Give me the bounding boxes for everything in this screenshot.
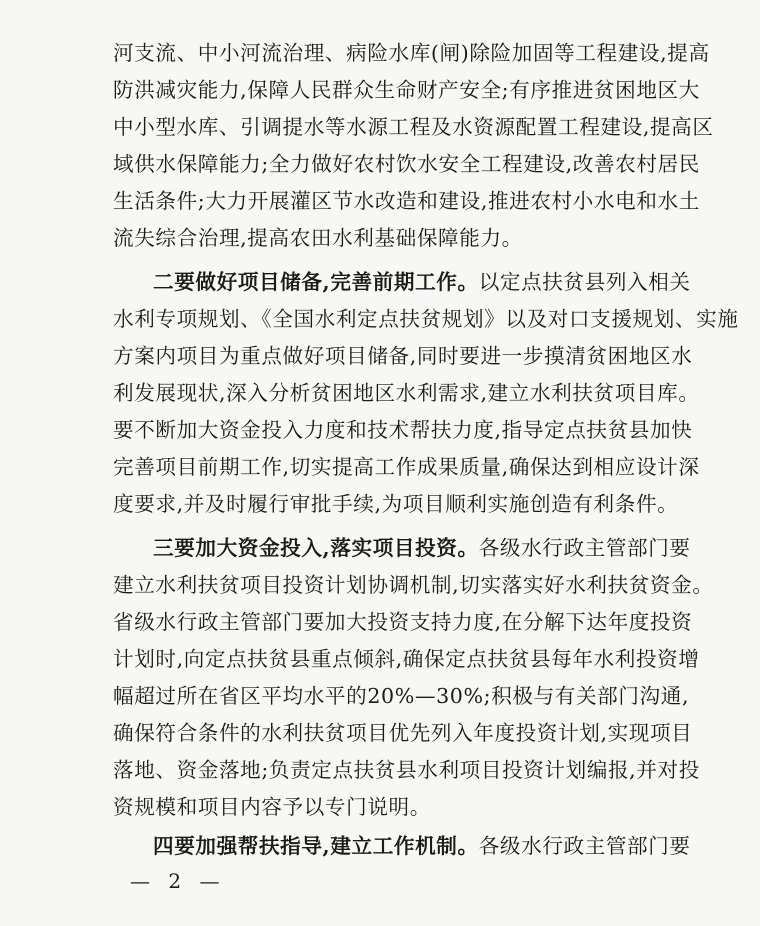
text-line: 建立水利扶贫项目投资计划协调机制,切实落实好水利扶贫资金。	[113, 573, 714, 597]
paragraph-3-lead-line: 三要加大资金投入,落实项目投资。各级水行政主管部门要	[153, 536, 691, 560]
text-line: 要不断加大资金投入力度和技术帮扶力度,指导定点扶贫县加快	[113, 418, 693, 442]
text-line: 域供水保障能力;全力做好农村饮水安全工程建设,改善农村居民	[113, 152, 700, 176]
text-line: 河支流、中小河流治理、病险水库(闸)除险加固等工程建设,提高	[113, 41, 710, 65]
paragraph-2-lead-line: 二要做好项目储备,完善前期工作。以定点扶贫县列入相关	[153, 270, 691, 294]
paragraph-4-heading: 四要加强帮扶指导,建立工作机制。	[153, 834, 479, 858]
text-line: 幅超过所在省区平均水平的20%—30%;积极与有关部门沟通,	[113, 684, 690, 708]
text-line: 省级水行政主管部门要加大投资支持力度,在分解下达年度投资	[113, 610, 693, 634]
text-line: 确保符合条件的水利扶贫项目优先列入年度投资计划,实现项目	[113, 721, 693, 745]
text-line: 方案内项目为重点做好项目储备,同时要进一步摸清贫困地区水	[113, 344, 693, 368]
paragraph-2-heading: 二要做好项目储备,完善前期工作。	[153, 270, 479, 294]
text-line: 中小型水库、引调提水等水源工程及水资源配置工程建设,提高区	[113, 115, 714, 139]
text-line: 资规模和项目内容予以专门说明。	[113, 795, 431, 819]
paragraph-4-lead-line: 四要加强帮扶指导,建立工作机制。各级水行政主管部门要	[153, 834, 691, 858]
text-line: 利发展现状,深入分析贫困地区水利需求,建立水利扶贫项目库。	[113, 381, 700, 405]
text-line: 落地、资金落地;负责定点扶贫县水利项目投资计划编报,并对投	[113, 758, 700, 782]
text-line: 流失综合治理,提高农田水利基础保障能力。	[113, 226, 523, 250]
text-line: 计划时,向定点扶贫县重点倾斜,确保定点扶贫县每年水利投资增	[113, 647, 700, 671]
text-line: 防洪减灾能力,保障人民群众生命财产安全;有序推进贫困地区大	[113, 78, 700, 102]
text-line: 度要求,并及时履行审批手续,为项目顺利实施创造有利条件。	[113, 492, 679, 516]
page-number: — 2 —	[130, 869, 226, 893]
text-line: 生活条件;大力开展灌区节水改造和建设,推进农村小水电和水土	[113, 189, 700, 213]
paragraph-3-heading: 三要加大资金投入,落实项目投资。	[153, 536, 479, 560]
text-line: 完善项目前期工作,切实提高工作成果质量,确保达到相应设计深	[113, 455, 700, 479]
text-line: 水利专项规划、《全国水利定点扶贫规划》以及对口支援规划、实施	[113, 307, 739, 331]
